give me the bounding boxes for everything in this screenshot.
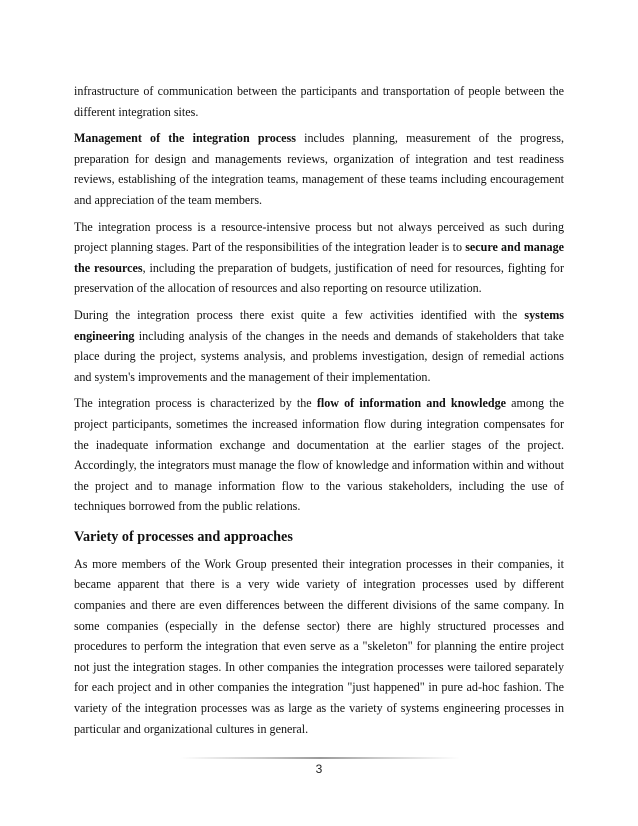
section-paragraphs (74, 554, 564, 739)
text-run: including analysis of the changes in the needs and demands of stakeholders that take place during the project, systems analysis, and problems investigation, design of remedial actions and system's improvements and the management of their implementation. (74, 328, 564, 384)
text-run: includes planning, measurement of the progress, preparation for design and managements reviews, organization of integration and test readiness reviews, establishing of the integration teams, management of these teams including encouragement and appreciation of the team members. (74, 131, 564, 207)
section-heading: Variety of processes and approaches (74, 528, 293, 545)
text-run: The integration process is a resource-intensive process but not always perceived as such during project planning stages. Part of the responsibilities of the integration leader is to (74, 219, 564, 255)
body-paragraph (74, 217, 564, 299)
bold-phrase: secure and manage the resources (74, 240, 565, 275)
text-run: During the integration process there exist quite a few activities identified with the (74, 307, 525, 322)
bold-phrase: flow of information and knowledge (316, 396, 507, 411)
bold-phrase: systems engineering (74, 307, 564, 343)
text-run: , including the preparation of budgets, justification of need for resources, fighting for preservation of the allocation of resources and also reporting on resource utilization. (74, 260, 565, 296)
body-paragraph (74, 305, 564, 387)
body-paragraph (74, 128, 564, 210)
page-number: 3 (315, 762, 323, 776)
intro-paragraphs (74, 81, 564, 517)
text-run: infrastructure of communication between the participants and transportation of people between the different integration sites. (74, 84, 564, 119)
text-run: As more members of the Work Group presented their integration processes in their companies, it became apparent that there is a very wide variety of integration processes used by different companies and there are even differences between the different divisions of the same company. In some companies (especially in the defense sector) there are highly structured processes and procedures to perform the integration that even serve as a "skeleton" for planning the entire project not just the integration stages. In other companies the integration processes were tailored separately for each project and in other companies the integration "just happened" in pure ad-hoc fashion. The variety of the integration processes was as large as the variety of systems engineering processes in particular and organizational cultures in general. (74, 556, 564, 736)
body-paragraph (74, 554, 564, 739)
body-paragraph (74, 81, 564, 122)
text-run: The integration process is characterized by the (74, 396, 317, 411)
body-paragraph (74, 393, 564, 517)
footer-divider (180, 757, 460, 759)
text-run: among the project participants, sometimes the increased information flow during integration compensates for the inadequate information exchange and documentation at the earlier stages of the project. Accordingly, the integrators must manage the flow of knowledge and information within and without the project and to manage information flow to the various stakeholders, including the use of techniques borrowed from the public relations. (74, 396, 564, 514)
bold-phrase: Management of the integration process (74, 131, 296, 146)
page-body (74, 81, 564, 745)
